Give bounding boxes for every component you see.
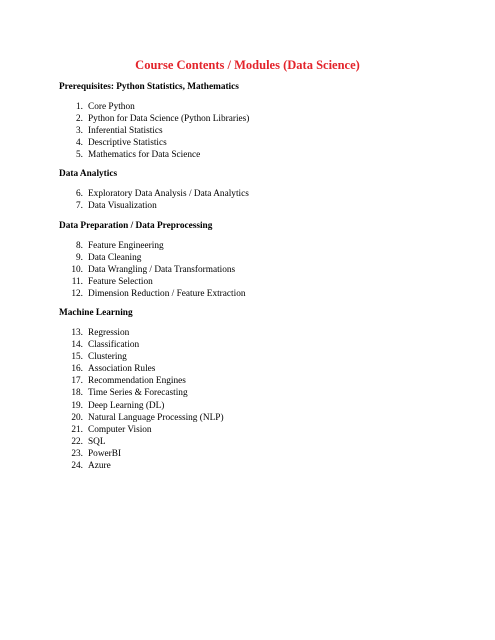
list-item <box>59 448 459 460</box>
item-number: 23. <box>71 448 83 459</box>
list-item <box>59 125 459 137</box>
item-label: Core Python <box>88 102 135 112</box>
section-heading: Machine Learning <box>59 308 133 318</box>
item-number: 14. <box>71 340 83 351</box>
list-item <box>59 327 459 339</box>
item-label: Clustering <box>88 352 127 363</box>
section-data-analytics <box>59 168 459 212</box>
module-list <box>59 188 459 212</box>
item-label: Deep Learning (DL) <box>88 400 165 411</box>
item-label: Data Visualization <box>88 201 157 212</box>
item-label: Feature Engineering <box>88 241 164 251</box>
module-list <box>59 327 459 472</box>
item-label: Recommendation Engines <box>88 376 186 387</box>
item-number: 10. <box>71 265 83 276</box>
item-number: 12. <box>71 289 83 300</box>
item-label: Computer Vision <box>88 424 152 435</box>
item-label: Association Rules <box>88 364 156 375</box>
list-item <box>59 252 459 264</box>
list-item <box>59 400 459 412</box>
item-label: Python for Data Science (Python Libraries) <box>88 114 250 125</box>
list-item <box>59 387 459 399</box>
item-number: 20. <box>71 412 83 423</box>
item-number: 2. <box>76 114 83 125</box>
item-label: Dimension Reduction / Feature Extraction <box>88 289 246 300</box>
list-item <box>59 339 459 351</box>
item-label: PowerBI <box>88 448 122 459</box>
item-number: 15. <box>71 352 83 363</box>
item-number: 11. <box>71 277 83 288</box>
module-list <box>59 101 459 161</box>
item-number: 3. <box>76 126 83 137</box>
item-number: 8. <box>76 241 83 251</box>
section-heading: Data Analytics <box>59 169 118 179</box>
list-item <box>59 436 459 448</box>
list-item <box>59 363 459 375</box>
item-label: Regression <box>88 328 130 338</box>
item-number: 21. <box>71 424 83 435</box>
list-item <box>59 288 459 300</box>
list-item <box>59 101 459 113</box>
item-label: Time Series & Forecasting <box>88 388 188 399</box>
item-number: 16. <box>71 364 83 375</box>
list-item <box>59 351 459 363</box>
item-label: Data Cleaning <box>88 253 142 264</box>
item-number: 13. <box>71 328 83 338</box>
item-label: Azure <box>88 461 111 472</box>
item-label: SQL <box>88 436 106 447</box>
list-item <box>59 240 459 252</box>
list-item <box>59 412 459 424</box>
item-label: Mathematics for Data Science <box>88 150 201 161</box>
list-item <box>59 276 459 288</box>
section-heading: Data Preparation / Data Preprocessing <box>59 221 213 231</box>
item-number: 6. <box>76 189 83 199</box>
item-number: 9. <box>76 253 83 264</box>
item-label: Classification <box>88 340 140 351</box>
list-item <box>59 188 459 200</box>
item-label: Feature Selection <box>88 277 153 288</box>
document-title: Course Contents / Modules (Data Science) <box>135 58 360 72</box>
item-label: Inferential Statistics <box>88 126 163 137</box>
item-number: 17. <box>71 376 83 387</box>
list-item <box>59 149 459 161</box>
item-number: 22. <box>71 436 83 447</box>
list-item <box>59 113 459 125</box>
item-label: Natural Language Processing (NLP) <box>88 412 224 423</box>
list-item <box>59 137 459 149</box>
item-number: 24. <box>71 461 83 472</box>
item-number: 7. <box>76 201 83 212</box>
item-label: Data Wrangling / Data Transformations <box>88 265 236 276</box>
section-data-preparation <box>59 220 459 300</box>
section-heading: Prerequisites: Python Statistics, Mathematics <box>59 82 239 92</box>
item-number: 5. <box>76 150 83 161</box>
list-item <box>59 424 459 436</box>
section-machine-learning <box>59 307 459 472</box>
list-item <box>59 375 459 387</box>
item-number: 4. <box>76 138 83 149</box>
section-prerequisites <box>59 81 459 161</box>
item-number: 1. <box>76 102 83 112</box>
list-item <box>59 264 459 276</box>
list-item <box>59 200 459 212</box>
item-number: 19. <box>71 400 83 411</box>
item-label: Exploratory Data Analysis / Data Analytics <box>88 189 249 199</box>
item-number: 18. <box>71 388 83 399</box>
module-list <box>59 240 459 300</box>
item-label: Descriptive Statistics <box>88 138 167 149</box>
list-item <box>59 460 459 472</box>
